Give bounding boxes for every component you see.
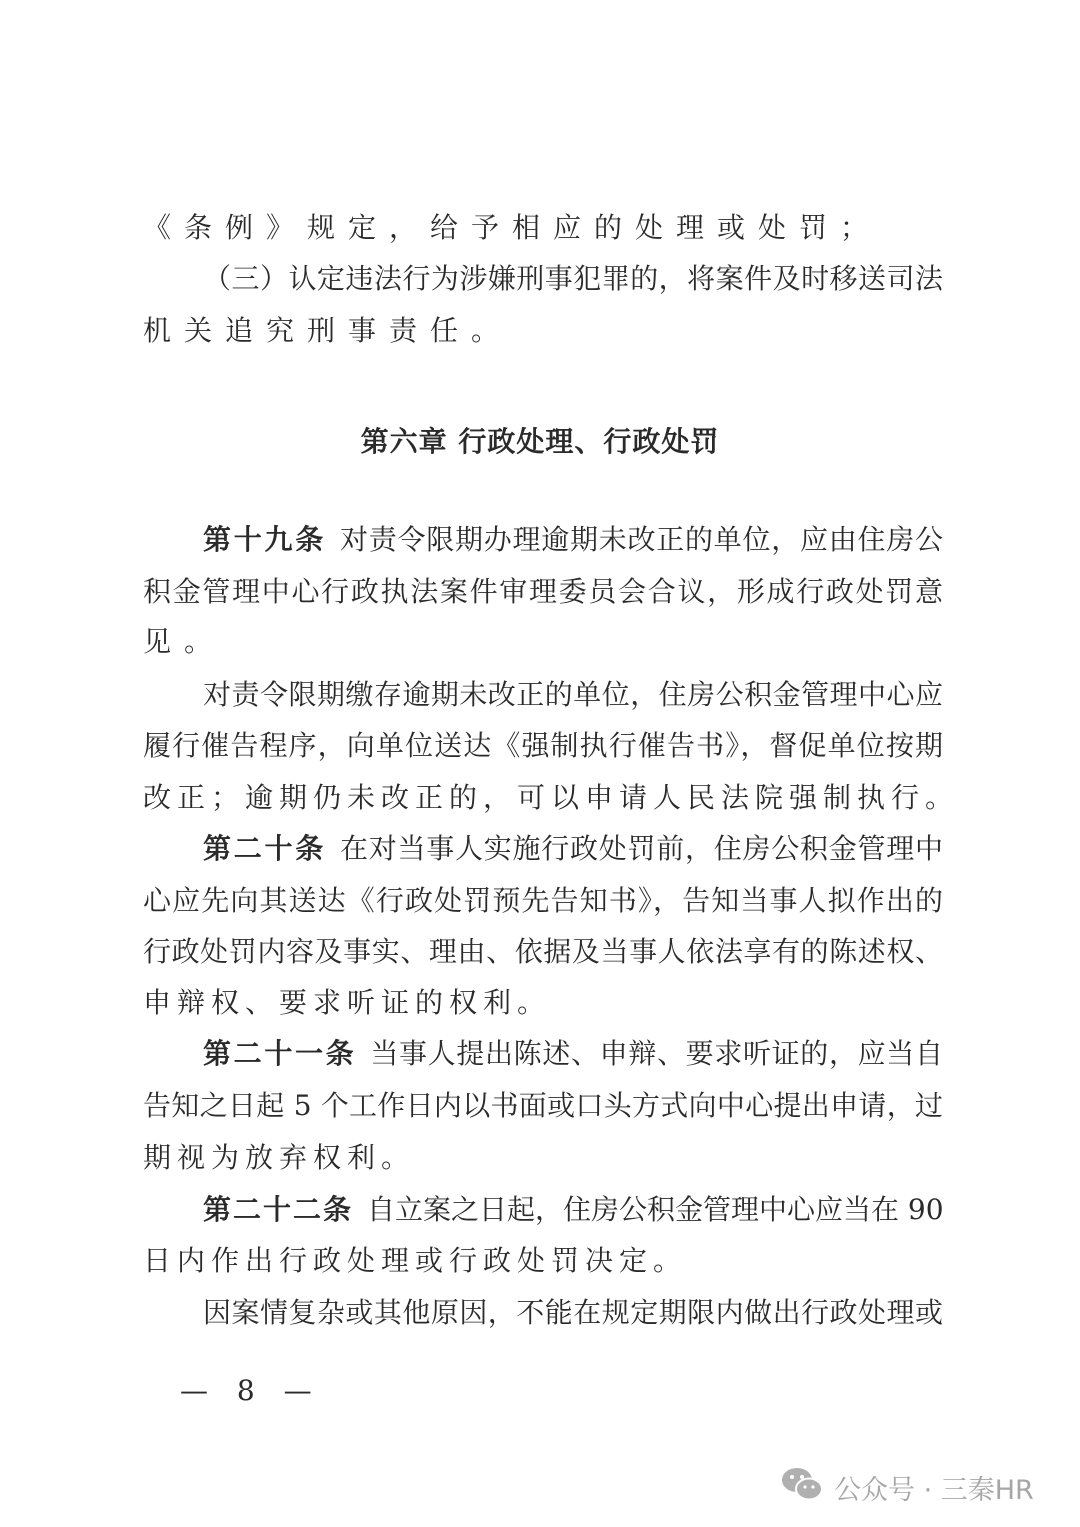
text-line: 因案情复杂或其他原因，不能在规定期限内做出行政处理或 (203, 1296, 943, 1329)
text: 对责令限期办理逾期未改正的单位，应由住房公 (340, 523, 943, 556)
text-line: 日内作出行政处理或行政处罚决定。 (143, 1244, 688, 1277)
text-line: 期视为放弃权利。 (143, 1141, 416, 1174)
text-line: 《条例》规定，给予相应的处理或处罚； (143, 211, 882, 244)
text-line: 申辩权、要求听证的权利。 (143, 986, 552, 1019)
chapter-heading: 第六章 行政处理、行政处罚 (360, 425, 720, 458)
text: 自立案之日起，住房公积金管理中心应当在 90 (367, 1193, 944, 1226)
text: 当事人提出陈述、申辩、要求听证的，应当自 (370, 1037, 943, 1070)
text-line: 心应先向其送达《行政处罚预先告知书》，告知当事人拟作出的 (143, 884, 943, 917)
text-line: 机关追究刑事责任。 (143, 314, 513, 347)
wechat-icon (780, 1465, 824, 1510)
article-21-line (203, 1036, 943, 1072)
article-label: 第十九条 (203, 523, 326, 556)
watermark-text: 公众号 · 三秦HR (834, 1475, 1034, 1506)
article-22-line (203, 1192, 943, 1228)
text-line: 行政处罚内容及事实、理由、依据及当事人依法享有的陈述权、 (143, 935, 943, 968)
watermark (780, 1465, 1034, 1510)
text-line: 对责令限期缴存逾期未改正的单位，住房公积金管理中心应 (203, 678, 943, 711)
text-line: 积金管理中心行政执法案件审理委员会合议，形成行政处罚意 (143, 575, 943, 608)
page-number: — 8 — (180, 1374, 322, 1407)
text-line: （三）认定违法行为涉嫌刑事犯罪的，将案件及时移送司法 (203, 262, 943, 295)
article-label: 第二十二条 (203, 1193, 354, 1226)
text-line: 改正；逾期仍未改正的，可以申请人民法院强制执行。 (143, 781, 960, 814)
text: 在对当事人实施行政处罚前，住房公积金管理中 (340, 832, 943, 865)
article-19-line (203, 522, 943, 558)
text-line: 履行催告程序，向单位送达《强制执行催告书》，督促单位按期 (143, 729, 943, 762)
text-line: 见。 (143, 625, 226, 658)
text-line: 告知之日起 5 个工作日内以书面或口头方式向中心提出申请，过 (143, 1089, 943, 1122)
article-20-line (203, 831, 943, 867)
article-label: 第二十条 (203, 832, 326, 865)
article-label: 第二十一条 (203, 1037, 357, 1070)
